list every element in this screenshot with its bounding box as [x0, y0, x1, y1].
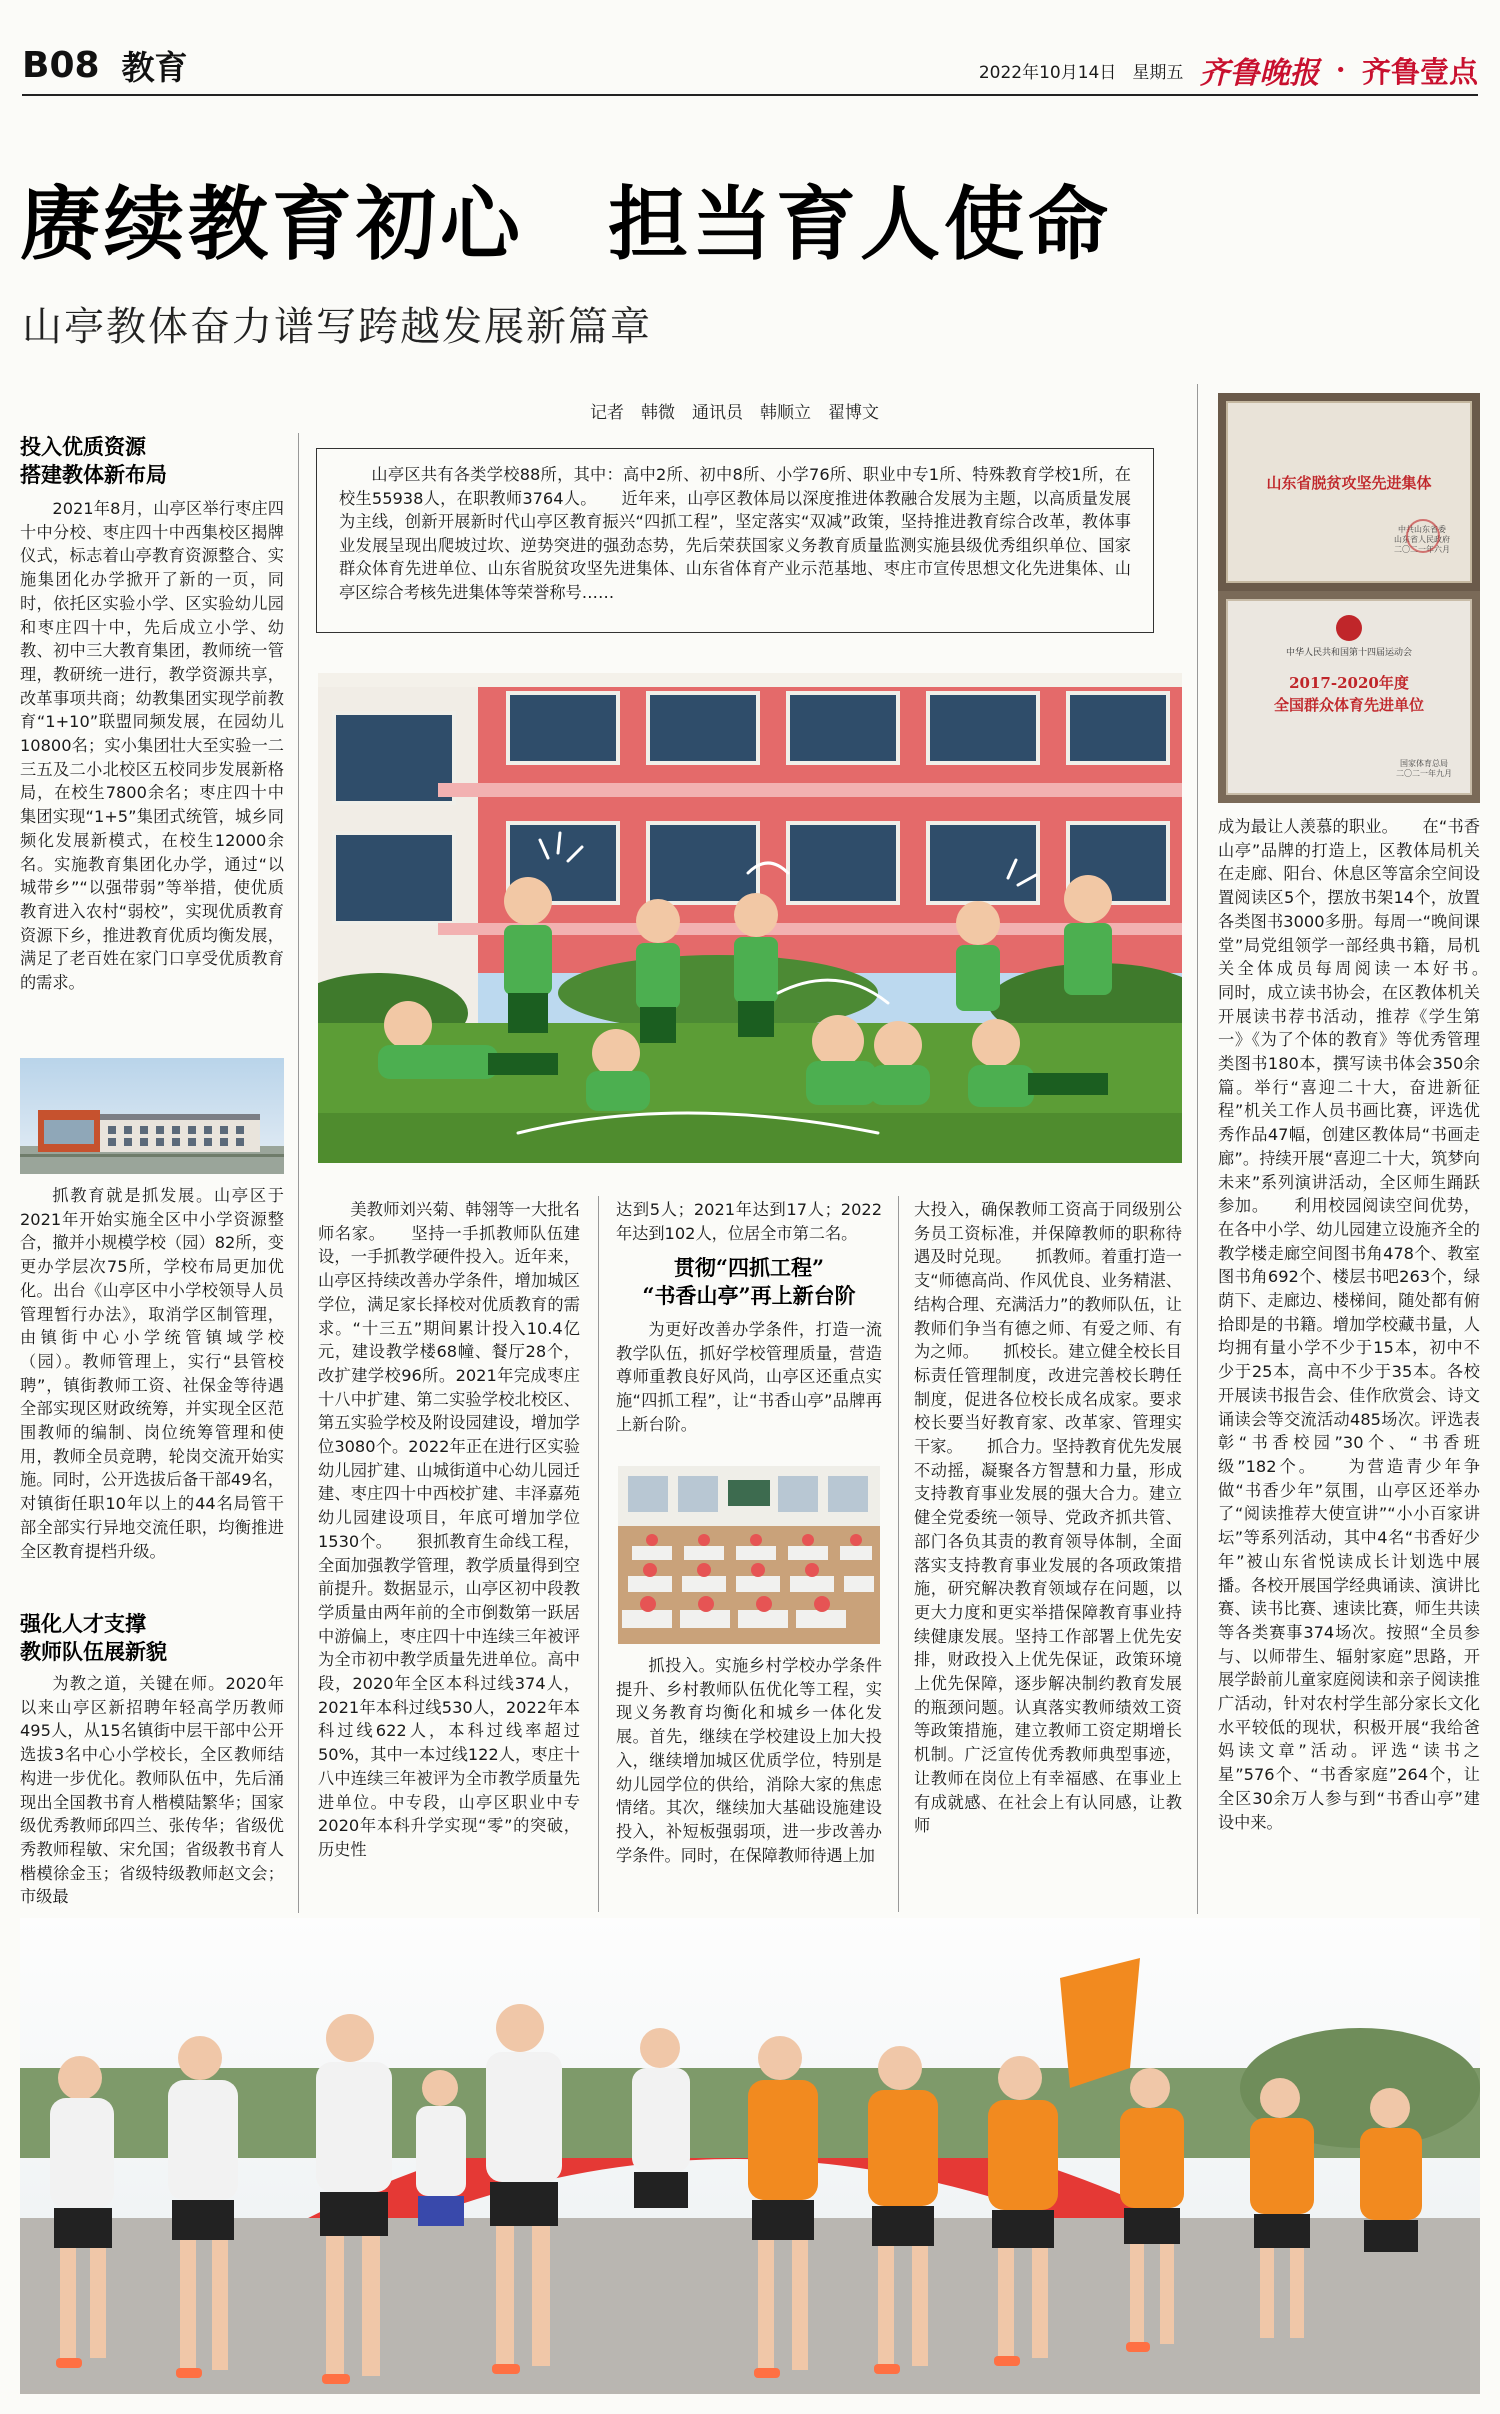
- column-divider-3: [898, 1196, 899, 1912]
- page-header-left: [22, 40, 188, 90]
- column2-text: 美教师刘兴菊、韩翎等一大批名师名家。 坚持一手抓教师队伍建设，一手抓教学硬件投入。近年来，山亭区持续改善办学条件，增加城区学位，满足家长择校对优质教育的需求。“十三五”期间累计投入10.4亿元，建设教学楼68幢、餐厅28个，改扩建学校96所。2021年完成枣庄十八中扩建、第二实验学校北校区、第五实验学校及附设园建设，增加学位3080个。2022年正在进行区实验幼儿园扩建、山城街道中心幼儿园迁建、枣庄四十中西校扩建、丰泽嘉苑幼儿园建设项目，年底可增加学位1530个。 狠抓教育生命线工程，全面加强教学管理，教学质量得到空前提升。数据显示，山亭区初中段教学质量由两年前的全市倒数第一跃居中游偏上，枣庄四十中连续三年被评为全市初中教学质量先进单位。高中段，2020年全区本科过线374人，2021年本科过线530人，2022年本科过线622人，本科过线率超过50%，其中一本过线122人，枣庄十八中连续三年被评为全市教学质量先进单位。中专段，山亭区职业中专2020年本科升学实现“零”的突破，历史性: [318, 1200, 580, 1859]
- newspaper-logo: 齐鲁晚报: [1199, 56, 1320, 91]
- page-header-right: [979, 48, 1478, 92]
- issue-weekday: 星期五: [1132, 62, 1184, 83]
- section3-intro-text: 为更好改善办学条件，打造一流教学队伍，抓好学校管理质量，营造尊师重教良好风尚，山亭区还重点实施“四抓工程”，让“书香山亭”品牌再上新台阶。: [616, 1320, 882, 1434]
- section2-heading: [20, 1610, 284, 1666]
- plaque-1-issuer: 中共山东省委 山东省人民政府 二〇二一年六月: [1394, 525, 1450, 554]
- plaque-2-header: 中华人民共和国第十四届运动会: [1285, 648, 1412, 658]
- plaque-1-title: 山东省脱贫攻坚先进集体: [1266, 473, 1432, 492]
- section2-title-line2: 教师队伍展新貌: [20, 1639, 167, 1664]
- section3-title-line2: “书香山亭”再上新台阶: [642, 1283, 856, 1308]
- column-divider-1: [298, 433, 299, 1913]
- section2-title-line1: 强化人才支撑: [20, 1611, 146, 1636]
- classroom-photo: [618, 1466, 880, 1644]
- page-number: B08: [22, 44, 100, 86]
- column4-text: 大投入，确保教师工资高于同级别公务员工资标准，并保障教师的职称待遇及时兑现。 抓教师。着重打造一支“师德高尚、作风优良、业务精湛、结构合理、充满活力”的教师队伍，让教师们争当有德之师、有爱之师、有为之师。 抓校长。建立健全校长目标责任管理制度，改进完善校长聘任制度，促进各位校长成名成家。要求校长要当好教育家、改革家、管理实干家。 抓合力。坚持教育优先发展不动摇，凝聚各方智慧和力量，形成支持教育事业发展的强大合力。建立健全党委统一领导、党政齐抓共管、部门各负其责的教育领导体制，全面落实支持教育事业发展的各项政策措施，研究解决教育领域存在问题，以更大力度和更实举措保障教育事业持续健康发展。坚持工作部署上优先安排，财政投入上优先保证，政策环境上优先保障，逐步解决制约教育发展的瓶颈问题。认真落实教师绩效工资等政策措施，建立教师工资定期增长机制。广泛宣传优秀教师典型事迹，让教师在岗位上有幸福感、在事业上有成就感、在社会上有认同感，让教师: [914, 1200, 1182, 1836]
- logo-separator: •: [1335, 59, 1346, 81]
- section3-title-line1: 贯彻“四抓工程”: [673, 1255, 825, 1280]
- kindergarten-children-photo: [318, 673, 1182, 1163]
- lead-box: [316, 448, 1154, 633]
- plaque-1-seal-icon: [1406, 519, 1440, 553]
- sports-emblem-icon: [1336, 615, 1362, 641]
- column-divider-5: [1197, 384, 1198, 1914]
- plaque-2-face: [1226, 599, 1472, 795]
- column3-text-bottom: 抓投入。实施乡村学校办学条件提升、乡村教师队伍优化等工程，实现义务教育均衡化和城乡一体化发展。首先，继续在学校建设上加大投入，继续增加城区优质学位，特别是幼儿园学位的供给，消除大家的焦虑情绪。其次，继续加大基础设施建设投入，补短板强弱项，进一步改善办学条件。同时，在保障教师待遇上加: [616, 1656, 882, 1865]
- plaque-2-title: 2017-2020年度 全国群众体育先进单位: [1273, 674, 1424, 714]
- section1-title-line2: 搭建教体新布局: [20, 462, 167, 487]
- header-rule: [22, 94, 1478, 96]
- plaque-poverty-alleviation: [1218, 393, 1480, 591]
- headline: 赓续教育初心 担当育人使命: [20, 177, 1112, 271]
- plaque-1-face: [1226, 401, 1472, 583]
- section1-text: 2021年8月，山亭区举行枣庄四十中分校、枣庄四十中西集校区揭牌仪式，标志着山亭教育资源整合、实施集团化办学掀开了新的一页，同时，依托区实验小学、区实验幼儿园和枣庄四十中，先后成立小学、幼教、初中三大教育集团，教师统一管理，教研统一进行，教学资源共享，改革事项共商；幼教集团实现学前教育“1+10”联盟同频发展，在园幼儿10800名；实小集团壮大至实验一二三五及二小北校区五校同步发展新格局，在校生7800余名；枣庄四十中集团实现“1+5”集团式统管，城乡同频化发展新模式，在校生12000余名。实施教育集团化办学，通过“以城带乡”“以强带弱”等举措，使优质教育进入农村“弱校”，实现优质教育资源下乡，推进教育优质均衡发展，满足了老百姓在家门口享受优质教育的需求。: [20, 499, 284, 993]
- section-name: 教育: [121, 47, 188, 87]
- byline: 记者 韩微 通讯员 韩顺立 翟博文: [590, 403, 879, 423]
- lead-text: 山亭区共有各类学校88所，其中：高中2所、初中8所、小学76所、职业中专1所、特殊教育学校1所，在校生55938人，在职教师3764人。 近年来，山亭区教体局以深度推进体教融合发展为主题，以高质量发展为主线，创新开展新时代山亭区教育振兴“四抓工程”，坚定落实“双减”政策，坚持推进教育综合改革，教体事业发展呈现出爬坡过坎、逆势突进的强劲态势，先后荣获国家义务教育质量监测实施县级优秀组织单位、国家群众体育先进单位、山东省脱贫攻坚先进集体、山东省体育产业示范基地、枣庄市宣传思想文化先进集体、山亭区综合考核先进集体等荣誉称号……: [339, 465, 1131, 602]
- section3-heading: [616, 1254, 882, 1310]
- section1-heading: [20, 433, 284, 489]
- column3-text-top: 达到5人；2021年达到17人；2022年达到102人，位居全市第二名。: [616, 1200, 882, 1243]
- section1-title-line1: 投入优质资源: [20, 434, 146, 459]
- issue-date: 2022年10月14日: [978, 62, 1117, 83]
- column-divider-2: [598, 1196, 599, 1912]
- section1b-text: 抓教育就是抓发展。山亭区于2021年开始实施全区中小学资源整合，撤并小规模学校（园）82所，变更办学层次75所，学校布局更加优化。出台《山亭区中小学校领导人员管理暂行办法》，取消学区制管理，由镇街中心小学统管镇域学校（园）。教师管理上，实行“县管校聘”，镇街教师工资、社保金等待遇全部实现区财政统筹，并实现全区范围教师的编制、岗位统筹管理和使用，教师全员竞聘，轮岗交流开始实施。同时，公开选拔后备干部49名，对镇街任职10年以上的44名局管干部全部实行异地交流任职，均衡推进全区教育提档升级。: [20, 1186, 284, 1561]
- plaque-mass-sports: [1218, 591, 1480, 803]
- app-logo: 齐鲁壹点: [1361, 54, 1478, 89]
- school-building-photo: [20, 1058, 284, 1174]
- section2-text: 为教之道，关键在师。2020年以来山亭区新招聘年轻高学历教师495人，从15名镇街中层干部中公开选拔3名中心小学校长，全区教师结构进一步优化。教师队伍中，先后涌现出全国教书育人楷模陆繁华；国家级优秀教师邱四兰、张传华；省级优秀教师程敏、宋允国；省级教书育人楷模徐金玉；省级特级教师赵文会；市级最: [20, 1674, 284, 1907]
- marathon-runners-photo: [20, 1918, 1480, 2394]
- subheadline: 山亭教体奋力谱写跨越发展新篇章: [22, 304, 652, 350]
- column5-text: 成为最让人羡慕的职业。 在“书香山亭”品牌的打造上，区教体局机关在走廊、阳台、休息区等富余空间设置阅读区5个，摆放书架14个，放置各类图书3000多册。每周一“晚间课堂”局党组领学一部经典书籍，局机关全体成员每周阅读一本好书。 同时，成立读书协会，在区教体机关开展读书荐书活动，推荐《学生第一》《为了个体的教育》等优秀管理类图书180本，撰写读书体会350余篇。举行“喜迎二十大，奋进新征程”机关工作人员书画比赛，评选优秀作品47幅，创建区教体局“书画走廊”。持续开展“喜迎二十大，筑梦向未来”系列演讲活动，全区师生踊跃参加。 利用校园阅读空间优势，在各中小学、幼儿园建立设施齐全的教学楼走廊空间图书角478个、教室图书角692个、楼层书吧263个，绿荫下、走廊边、楼梯间，随处都有俯拾即是的书籍。增加学校藏书量，人均拥有量小学不少于15本，初中不少于25本，高中不少于35本。各校开展读书报告会、佳作欣赏会、诗文诵读会等交流活动485场次。评选表彰“书香校园”30个、“书香班级”182个。 为营造青少年争做“书香少年”氛围，山亭区还举办了“阅读推荐大使宣讲”“小小百家讲坛”等系列活动，其中4名“书香好少年”被山东省悦读成长计划选中展播。各校开展国学经典诵读、演讲比赛、读书比赛、速读比赛，师生共读等各类赛事374场次。按照“全员参与、以师带生、辐射家庭”思路，开展学龄前儿童家庭阅读和亲子阅读推广活动，针对农村学生部分家长文化水平较低的现状，积极开展“我给爸妈读文章”活动。评选“读书之星”576个、“书香家庭”264个，让全区30余万人参与到“书香山亭”建设中来。: [1218, 817, 1480, 1832]
- plaque-2-issuer: 国家体育总局 二〇二一年九月: [1396, 759, 1452, 778]
